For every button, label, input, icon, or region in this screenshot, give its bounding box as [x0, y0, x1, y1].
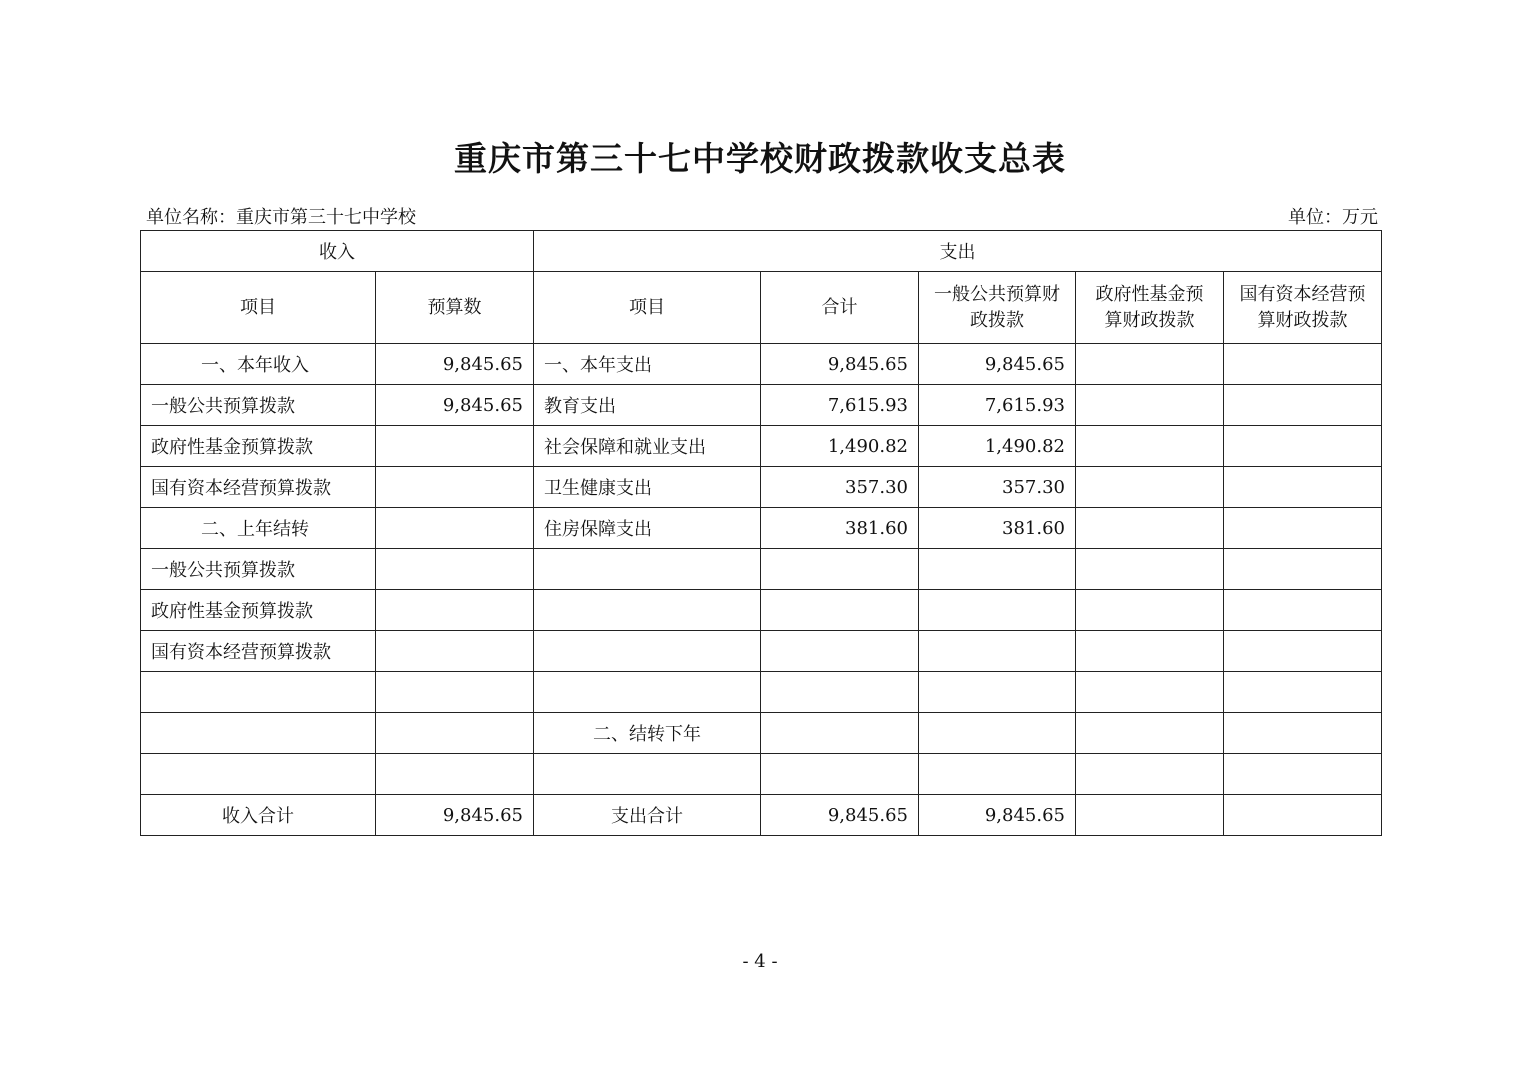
expense-total-cell [761, 713, 919, 754]
expense-total-cell: 1,490.82 [761, 426, 919, 467]
expense-item-cell: 卫生健康支出 [534, 467, 761, 508]
gov-fund-cell [1076, 672, 1224, 713]
table-row [141, 385, 1382, 426]
expense-item-header: 项目 [534, 272, 761, 344]
income-item-cell: 政府性基金预算拨款 [141, 426, 376, 467]
gov-fund-cell [1076, 467, 1224, 508]
gov-fund-cell [1076, 508, 1224, 549]
income-budget-cell [376, 467, 534, 508]
gov-fund-cell [1076, 590, 1224, 631]
general-public-cell: 381.60 [919, 508, 1076, 549]
state-capital-cell [1224, 549, 1382, 590]
income-item-cell: 一、本年收入 [141, 344, 376, 385]
income-item-cell: 国有资本经营预算拨款 [141, 631, 376, 672]
expense-total-cell: 7,615.93 [761, 385, 919, 426]
table-row [141, 631, 1382, 672]
expense-item-cell: 社会保障和就业支出 [534, 426, 761, 467]
state-capital-cell [1224, 426, 1382, 467]
expense-item-cell: 教育支出 [534, 385, 761, 426]
income-item-cell: 一般公共预算拨款 [141, 549, 376, 590]
gov-fund-cell [1076, 631, 1224, 672]
state-capital-cell [1224, 590, 1382, 631]
income-item-cell [141, 672, 376, 713]
state-capital-cell [1224, 344, 1382, 385]
income-budget-header: 预算数 [376, 272, 534, 344]
table-row [141, 467, 1382, 508]
table-row [141, 508, 1382, 549]
income-budget-cell [376, 754, 534, 795]
income-budget-cell [376, 508, 534, 549]
expense-item-cell [534, 549, 761, 590]
general-public-cell: 357.30 [919, 467, 1076, 508]
expense-total-cell [761, 754, 919, 795]
state-capital-header: 国有资本经营预算财政拨款 [1224, 272, 1382, 344]
income-item-cell [141, 713, 376, 754]
expense-total-cell: 381.60 [761, 508, 919, 549]
state-capital-cell [1224, 508, 1382, 549]
state-capital-cell [1224, 713, 1382, 754]
expense-total-cell [761, 549, 919, 590]
income-budget-cell [376, 631, 534, 672]
general-public-cell: 1,490.82 [919, 426, 1076, 467]
state-capital-cell [1224, 672, 1382, 713]
general-public-total-value: 9,845.65 [919, 795, 1076, 836]
expense-item-cell: 住房保障支出 [534, 508, 761, 549]
income-total-label: 收入合计 [141, 795, 376, 836]
general-public-cell [919, 672, 1076, 713]
income-item-cell: 二、上年结转 [141, 508, 376, 549]
expense-item-cell [534, 590, 761, 631]
general-public-header: 一般公共预算财政拨款 [919, 272, 1076, 344]
income-budget-cell: 9,845.65 [376, 344, 534, 385]
expense-total-header: 合计 [761, 272, 919, 344]
expense-total-value: 9,845.65 [761, 795, 919, 836]
state-capital-cell [1224, 385, 1382, 426]
currency-unit-label: 单位：万元 [1288, 207, 1378, 228]
table-row [141, 590, 1382, 631]
state-capital-cell [1224, 631, 1382, 672]
general-public-cell: 9,845.65 [919, 344, 1076, 385]
expense-total-cell [761, 672, 919, 713]
totals-row [141, 795, 1382, 836]
expense-total-cell [761, 590, 919, 631]
income-item-cell: 国有资本经营预算拨款 [141, 467, 376, 508]
income-budget-cell [376, 426, 534, 467]
expense-total-cell: 357.30 [761, 467, 919, 508]
gov-fund-cell [1076, 549, 1224, 590]
income-item-cell: 政府性基金预算拨款 [141, 590, 376, 631]
appropriation-summary-table [140, 230, 1382, 836]
state-capital-total-value [1224, 795, 1382, 836]
income-budget-cell [376, 549, 534, 590]
expense-item-cell [534, 754, 761, 795]
state-capital-cell [1224, 754, 1382, 795]
general-public-cell: 7,615.93 [919, 385, 1076, 426]
gov-fund-cell [1076, 344, 1224, 385]
expense-item-cell [534, 672, 761, 713]
income-item-cell [141, 754, 376, 795]
table-row [141, 549, 1382, 590]
expense-total-label: 支出合计 [534, 795, 761, 836]
general-public-cell [919, 713, 1076, 754]
table-row [141, 344, 1382, 385]
table-row [141, 754, 1382, 795]
gov-fund-header: 政府性基金预算财政拨款 [1076, 272, 1224, 344]
expense-item-cell [534, 631, 761, 672]
table-row [141, 713, 1382, 754]
expense-total-cell: 9,845.65 [761, 344, 919, 385]
gov-fund-cell [1076, 426, 1224, 467]
income-item-cell: 一般公共预算拨款 [141, 385, 376, 426]
expense-total-cell [761, 631, 919, 672]
table-meta [146, 205, 1378, 231]
expense-item-cell: 二、结转下年 [534, 713, 761, 754]
expense-band-header: 支出 [534, 231, 1382, 272]
gov-fund-cell [1076, 385, 1224, 426]
income-budget-cell: 9,845.65 [376, 385, 534, 426]
table-row [141, 426, 1382, 467]
income-band-header: 收入 [141, 231, 534, 272]
income-item-header: 项目 [141, 272, 376, 344]
band-header-row [141, 231, 1382, 272]
page-number: - 4 - [742, 951, 778, 972]
general-public-cell [919, 754, 1076, 795]
column-header-row [141, 272, 1382, 344]
state-capital-cell [1224, 467, 1382, 508]
income-budget-cell [376, 672, 534, 713]
table-row [141, 672, 1382, 713]
gov-fund-cell [1076, 754, 1224, 795]
income-budget-cell [376, 590, 534, 631]
income-budget-cell [376, 713, 534, 754]
general-public-cell [919, 631, 1076, 672]
expense-item-cell: 一、本年支出 [534, 344, 761, 385]
general-public-cell [919, 590, 1076, 631]
unit-name-label: 单位名称：重庆市第三十七中学校 [146, 207, 416, 228]
gov-fund-cell [1076, 713, 1224, 754]
gov-fund-total-value [1076, 795, 1224, 836]
income-total-value: 9,845.65 [376, 795, 534, 836]
document-title: 重庆市第三十七中学校财政拨款收支总表 [454, 139, 1066, 178]
general-public-cell [919, 549, 1076, 590]
